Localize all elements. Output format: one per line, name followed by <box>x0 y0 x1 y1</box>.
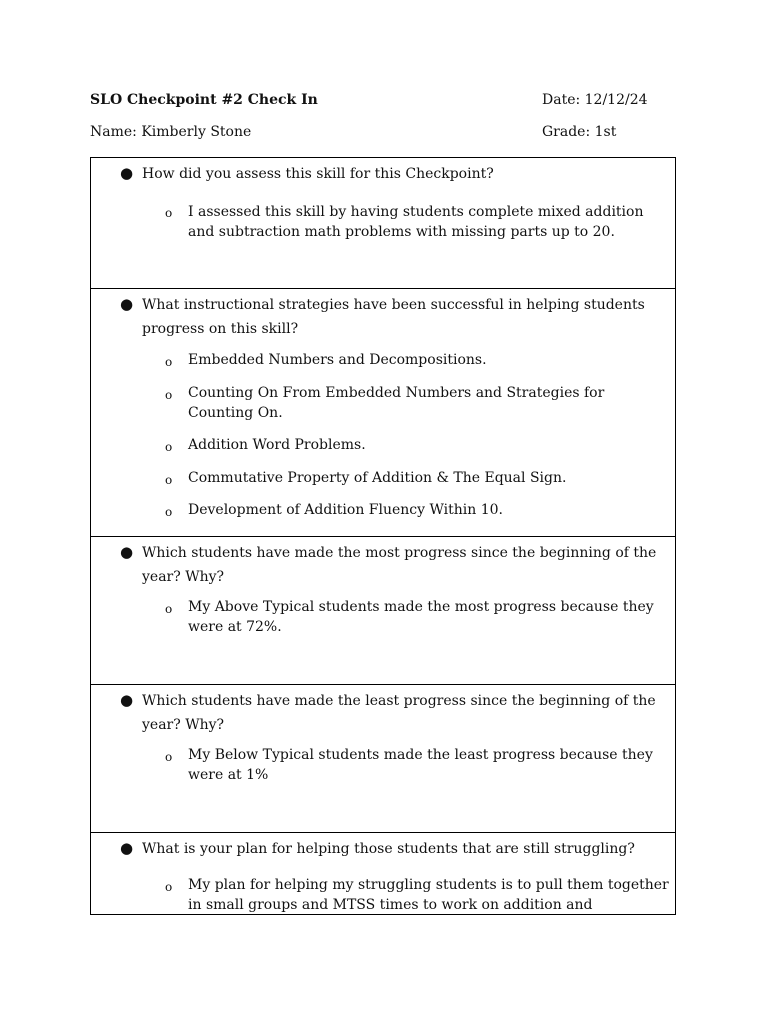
answer-text: Development of Addition Fluency Within 10. <box>188 502 503 518</box>
section-assessment <box>91 158 675 289</box>
sub-bullet-icon: o <box>165 388 173 402</box>
sub-bullet-icon: o <box>165 473 173 487</box>
bullet-icon: ● <box>120 164 134 182</box>
question-text: Which students have made the most progress since the beginning of the year? Why? <box>142 545 657 585</box>
answer-text: Commutative Property of Addition & The Equal Sign. <box>188 470 567 486</box>
section-strategies <box>91 288 675 537</box>
sub-bullet-icon: o <box>165 602 173 616</box>
answer-text: Counting On From Embedded Numbers and Strategies for Counting On. <box>188 385 605 421</box>
grade-field: Grade: 1st <box>542 124 617 140</box>
question-text: What instructional strategies have been successful in helping students progress on this skill? <box>142 297 645 337</box>
answer-text: My Above Typical students made the most progress because they were at 72%. <box>188 599 654 635</box>
sub-bullet-icon: o <box>165 505 173 519</box>
answer-text: Addition Word Problems. <box>188 437 366 453</box>
question-text: How did you assess this skill for this Checkpoint? <box>142 166 494 182</box>
section-least-progress <box>91 684 675 833</box>
checkpoint-table <box>90 157 676 915</box>
answer-text: I assessed this skill by having students complete mixed addition and subtraction math problems with missing parts up to 20. <box>188 204 644 240</box>
bullet-icon: ● <box>120 543 134 561</box>
sub-bullet-icon: o <box>165 206 173 220</box>
sub-bullet-icon: o <box>165 440 173 454</box>
sub-bullet-icon: o <box>165 880 173 894</box>
date-field: Date: 12/12/24 <box>542 92 648 108</box>
sub-bullet-icon: o <box>165 750 173 764</box>
question-text: What is your plan for helping those students that are still struggling? <box>142 841 635 857</box>
bullet-icon: ● <box>120 691 134 709</box>
document-title: SLO Checkpoint #2 Check In <box>90 92 318 108</box>
section-support-plan <box>91 832 675 915</box>
question-text: Which students have made the least progress since the beginning of the year? Why? <box>142 693 656 733</box>
section-most-progress <box>91 536 675 685</box>
sub-bullet-icon: o <box>165 355 173 369</box>
answer-text: My Below Typical students made the least progress because they were at 1% <box>188 747 653 783</box>
bullet-icon: ● <box>120 839 134 857</box>
answer-text: My plan for helping my struggling students is to pull them together in small groups and MTSS times to work on addition and <box>188 877 669 913</box>
answer-text: Embedded Numbers and Decompositions. <box>188 352 487 368</box>
name-field: Name: Kimberly Stone <box>90 124 252 140</box>
bullet-icon: ● <box>120 295 134 313</box>
